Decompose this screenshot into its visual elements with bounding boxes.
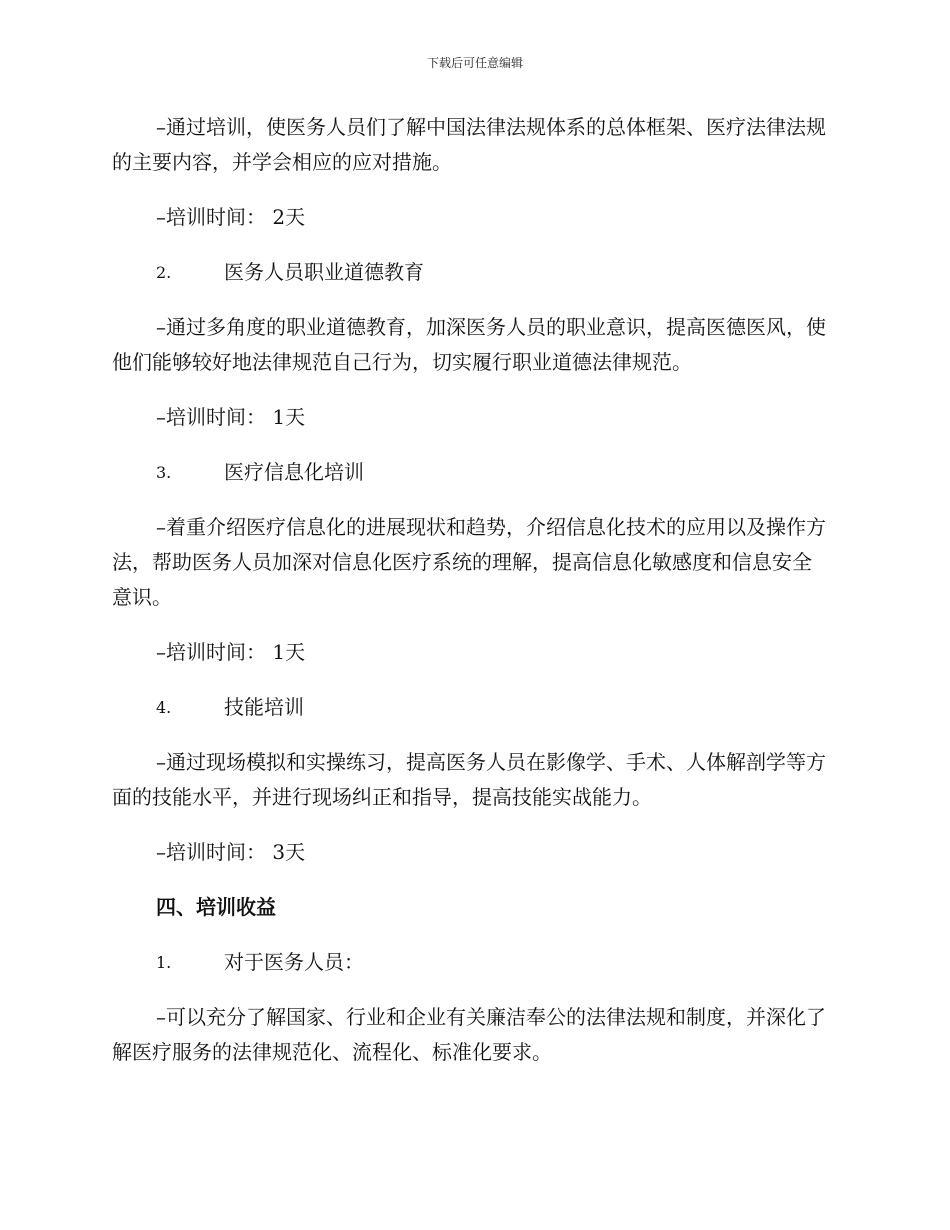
section-heading-benefits: 四、培训收益: [156, 895, 276, 919]
paragraph-informatization-desc: –着重介绍医疗信息化的进展现状和趋势，介绍信息化技术的应用以及操作方法，帮助医务人员加深对信息化医疗系统的理解，提高信息化敏感度和信息安全意识。: [112, 515, 826, 609]
paragraph-ethics-desc: –通过多角度的职业道德教育，加深医务人员的职业意识，提高医德医风，使他们能够较好地法律规范自己行为，切实履行职业道德法律规范。: [112, 315, 826, 374]
item-number: 3.: [156, 463, 172, 482]
document-body: [112, 110, 830, 1090]
item-title: 对于医务人员：: [224, 950, 364, 974]
paragraph-skills-desc: –通过现场模拟和实操练习，提高医务人员在影像学、手术、人体解剖学等方面的技能水平，并进行现场纠正和指导，提高技能实战能力。: [112, 750, 826, 809]
item-number: 1.: [156, 953, 172, 972]
paragraph-legal-training-desc: –通过培训，使医务人员们了解中国法律法规体系的总体框架、医疗法律法规的主要内容，并学会相应的应对措施。: [112, 115, 826, 174]
numbered-item-medical-staff: [112, 945, 830, 980]
item-title: 医务人员职业道德教育: [224, 260, 424, 284]
numbered-item-skills: [112, 690, 830, 725]
numbered-item-informatization: [112, 455, 830, 490]
numbered-item-ethics: [112, 255, 830, 290]
item-number: 4.: [156, 698, 172, 717]
item-number: 2.: [156, 263, 172, 282]
paragraph-training-duration: –培训时间： 3天: [156, 840, 306, 864]
item-title: 医疗信息化培训: [224, 460, 364, 484]
paragraph-training-duration: –培训时间： 1天: [156, 640, 306, 664]
paragraph-benefit-desc: –可以充分了解国家、行业和企业有关廉洁奉公的法律法规和制度，并深化了解医疗服务的法律规范化、流程化、标准化要求。: [112, 1005, 826, 1064]
page-header: 下载后可任意编辑: [426, 56, 523, 70]
paragraph-training-duration: –培训时间： 2天: [156, 205, 306, 229]
item-title: 技能培训: [224, 695, 304, 719]
paragraph-training-duration: –培训时间： 1天: [156, 405, 306, 429]
